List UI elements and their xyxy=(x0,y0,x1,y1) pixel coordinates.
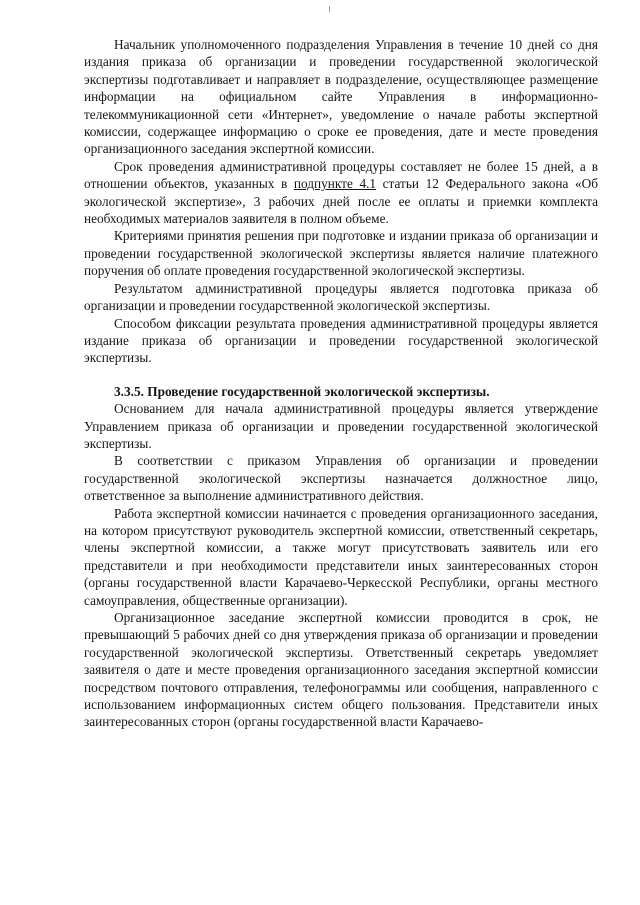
paragraph-basis: Основанием для начала административной процедуры является утверждение Управлением приказа об организации и проведении государственной экологической экспертизы. xyxy=(84,401,598,451)
paragraph-term-text-start: Срок проведения административной процедуры составляет не более 15 дней, а в отношении объектов, указанных в xyxy=(84,158,598,192)
page-mark xyxy=(329,6,330,12)
paragraph-term-text-end: статьи 12 Федерального закона «Об экологической экспертизе», 3 рабочих дней после ее оплаты и приемки комплекта необходимых материалов заявителя в полном объеме. xyxy=(84,176,598,227)
paragraph-fixation: Способом фиксации результата проведения административной процедуры является издание приказа об организации и проведении государственной экологической экспертизы. xyxy=(84,315,598,366)
section-gap xyxy=(84,367,598,383)
document-page xyxy=(84,36,598,731)
paragraph-term xyxy=(84,158,598,228)
section-heading: 3.3.5. Проведение государственной экологической экспертизы. xyxy=(114,383,490,399)
paragraph-criteria: Критериями принятия решения при подготовке и издании приказа об организации и проведении государственной экологической экспертизы является наличие платежного поручения об оплате проведения государственной экологической экспертизы. xyxy=(84,228,598,279)
paragraph-result: Результатом административной процедуры является подготовка приказа об организации и проведении государственной экологической экспертизы. xyxy=(84,280,598,314)
paragraph-commission-work: Работа экспертной комиссии начинается с проведения организационного заседания, на котором присутствуют руководитель экспертной комиссии, ответственный секретарь, члены экспертной комиссии, а также могут присутствовать заявитель или его представители и при необходимости представители иных заинтересованных сторон (органы государственной власти Карачаево-Черкесской Республики, органы местного самоуправления, общественные организации). xyxy=(84,505,598,608)
subclause-link[interactable]: подпункте 4.1 xyxy=(293,176,377,192)
paragraph-organizational-meeting: Организационное заседание экспертной комиссии проводится в срок, не превышающий 5 рабочих дней со дня утверждения приказа об организации и проведении государственной экологической экспертизы. Ответственный секретарь уведомляет заявителя о дате и месте проведения организационного заседания экспертной комиссии посредством почтового отправления, телефонограммы или сообщения, направленного с использованием информационных систем общего пользования. Представители иных заинтересованных сторон (органы государственной власти Карачаево- xyxy=(84,610,598,730)
paragraph-notification: Начальник уполномоченного подразделения Управления в течение 10 дней со дня издания приказа об организации и проведении государственной экологической экспертизы подготавливает и направляет в подразделение, осуществляющее размещение информации на официальном сайте Управления в информационно-телекоммуникационной сети «Интернет», уведомление о начале работы экспертной комиссии, содержащее информацию о сроке ее проведения, дате и месте проведения организационного заседания экспертной комиссии. xyxy=(84,37,598,157)
paragraph-responsible: В соответствии с приказом Управления об организации и проведении государственной экологической экспертизы назначается должностное лицо, ответственное за выполнение административного действия. xyxy=(84,453,598,504)
